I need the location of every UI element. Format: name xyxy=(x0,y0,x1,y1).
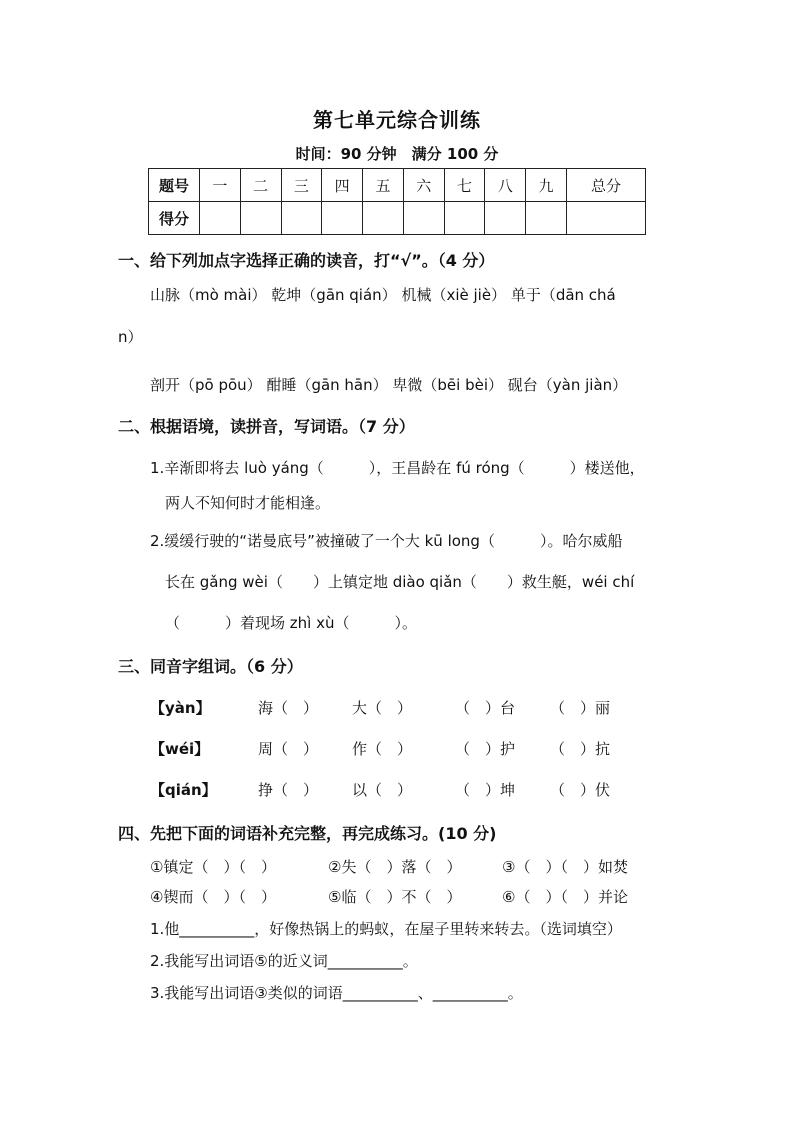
score-table-header-row xyxy=(149,169,646,202)
score-row-label: 得分 xyxy=(149,202,200,235)
section4-q3: 3.我能写出词语③类似的词语__________、__________。 xyxy=(150,984,523,1002)
word-blank[interactable]: （ ）抗 xyxy=(550,740,611,758)
score-blank[interactable] xyxy=(240,202,281,235)
score-blank[interactable] xyxy=(526,202,567,235)
word-blank[interactable]: 海（ ） xyxy=(258,699,319,717)
section4-heading: 四、先把下面的词语补充完整，再完成练习。(10 分) xyxy=(118,824,497,843)
section1-line1: 山脉（mò mài） 乾坤（gān qián） 机械（xiè jiè） 单于（dān chá xyxy=(150,286,616,304)
section3-heading: 三、同音字组词。（6 分） xyxy=(118,657,303,676)
score-cell-4: 四 xyxy=(322,169,363,202)
word-blank[interactable]: 周（ ） xyxy=(258,740,319,758)
word-blank[interactable]: （ ）伏 xyxy=(550,781,611,799)
exam-info: 时间：90 分钟 满分 100 分 xyxy=(295,145,499,163)
score-cell-7: 七 xyxy=(444,169,485,202)
score-blank[interactable] xyxy=(485,202,526,235)
pinyin-label: 【qián】 xyxy=(150,781,217,799)
section2-q2-line1: 2.缓缓行驶的“诺曼底号”被撞破了一个大 kū long（ ）。哈尔威船 xyxy=(150,532,623,550)
score-cell-1: 一 xyxy=(200,169,241,202)
section2-q2-line2: 长在 gǎng wèi（ ）上镇定地 diào qiǎn（ ）救生艇，wéi chí xyxy=(165,573,635,591)
word-blank[interactable]: （ ）护 xyxy=(455,740,516,758)
score-blank[interactable] xyxy=(322,202,363,235)
score-cell-total: 总分 xyxy=(566,169,645,202)
idiom-6[interactable]: ⑥（ ）（ ）并论 xyxy=(502,888,628,906)
pinyin-label: 【wéi】 xyxy=(150,740,210,758)
idiom-2[interactable]: ②失（ ）落（ ） xyxy=(328,858,462,876)
word-blank[interactable]: 作（ ） xyxy=(352,740,413,758)
score-cell-9: 九 xyxy=(526,169,567,202)
idiom-5[interactable]: ⑤临（ ）不（ ） xyxy=(328,888,462,906)
score-blank[interactable] xyxy=(403,202,444,235)
idiom-4[interactable]: ④锲而（ ）（ ） xyxy=(150,888,276,906)
score-blank[interactable] xyxy=(281,202,322,235)
score-cell-6: 六 xyxy=(403,169,444,202)
idiom-3[interactable]: ③（ ）（ ）如焚 xyxy=(502,858,628,876)
score-cell-label: 题号 xyxy=(149,169,200,202)
word-blank[interactable]: （ ）坤 xyxy=(455,781,516,799)
score-table-score-row xyxy=(149,202,646,235)
score-cell-2: 二 xyxy=(240,169,281,202)
score-blank[interactable] xyxy=(566,202,645,235)
section2-heading: 二、根据语境，读拼音，写词语。（7 分） xyxy=(118,417,415,436)
page-title: 第七单元综合训练 xyxy=(313,108,481,132)
word-blank[interactable]: 挣（ ） xyxy=(258,781,319,799)
score-cell-5: 五 xyxy=(363,169,404,202)
score-cell-3: 三 xyxy=(281,169,322,202)
idiom-1[interactable]: ①镇定（ ）（ ） xyxy=(150,858,276,876)
section4-q2: 2.我能写出词语⑤的近义词__________。 xyxy=(150,952,418,970)
word-blank[interactable]: （ ）丽 xyxy=(550,699,611,717)
score-blank[interactable] xyxy=(363,202,404,235)
section2-q1-line2: 两人不知何时才能相逢。 xyxy=(165,494,331,512)
section4-q1: 1.他__________，好像热锅上的蚂蚁，在屋子里转来转去。（选词填空） xyxy=(150,920,622,938)
score-table xyxy=(148,168,646,235)
pinyin-label: 【yàn】 xyxy=(150,699,211,717)
section1-heading: 一、给下列加点字选择正确的读音，打“√”。（4 分） xyxy=(118,251,495,270)
score-blank[interactable] xyxy=(200,202,241,235)
section2-q2-line3: （ ）着现场 zhì xù（ ）。 xyxy=(165,614,417,632)
section1-line1-cont: n） xyxy=(118,328,143,346)
score-blank[interactable] xyxy=(444,202,485,235)
section1-line2: 剖开（pō pōu） 酣睡（gān hān） 卑微（bēi bèi） 砚台（yàn jiàn） xyxy=(150,376,628,394)
score-cell-8: 八 xyxy=(485,169,526,202)
word-blank[interactable]: 大（ ） xyxy=(352,699,413,717)
word-blank[interactable]: 以（ ） xyxy=(352,781,413,799)
word-blank[interactable]: （ ）台 xyxy=(455,699,516,717)
section2-q1-line1: 1.辛渐即将去 luò yáng（ ），王昌龄在 fú róng（ ）楼送他， xyxy=(150,459,645,477)
